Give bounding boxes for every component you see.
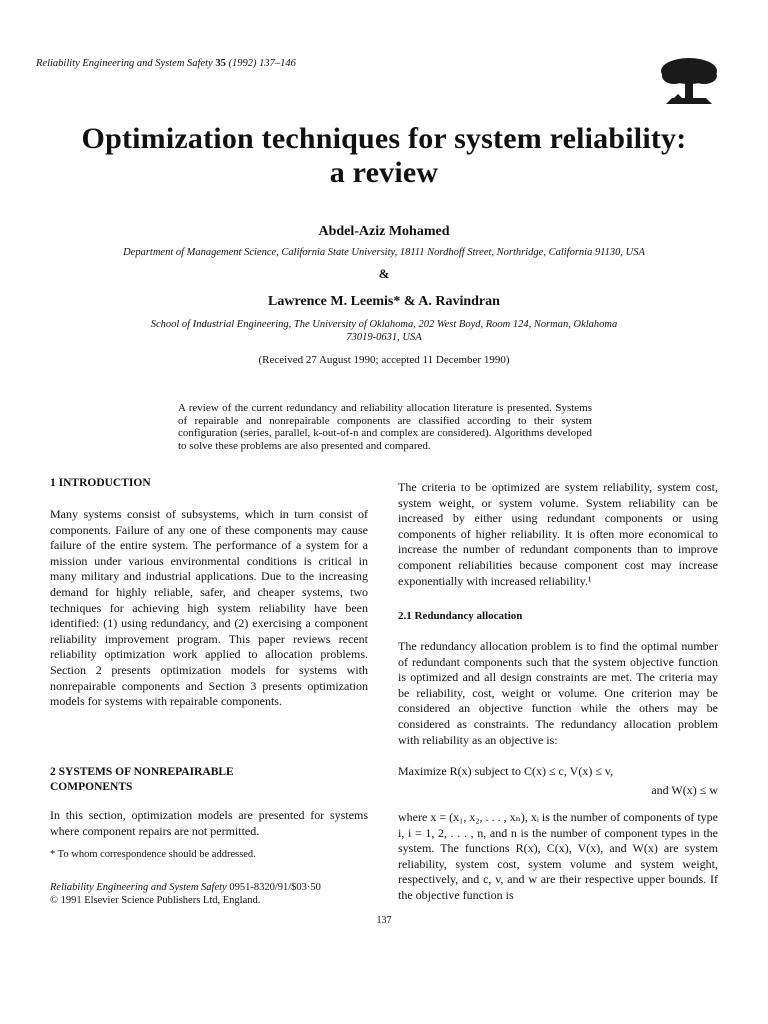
journal-volume: 35 bbox=[215, 58, 226, 69]
footer-copyright: © 1991 Elsevier Science Publishers Ltd, England. bbox=[50, 895, 261, 906]
equation-line-2: and W(x) ≤ w bbox=[651, 783, 718, 797]
page-number: 137 bbox=[376, 915, 392, 926]
author-separator: & bbox=[378, 266, 390, 281]
affiliation-2-line-2: 73019-0631, USA bbox=[346, 332, 422, 343]
equation-line-1: Maximize R(x) subject to C(x) ≤ c, V(x) ≤ v, bbox=[398, 764, 614, 778]
section-2-body: In this section, optimization models are presented for systems where component repairs are not permitted. bbox=[50, 808, 368, 838]
publisher-tree-icon bbox=[656, 54, 722, 106]
section-2-heading-line-1: 2 SYSTEMS OF NONREPAIRABLE bbox=[50, 766, 234, 778]
affiliation-2-line-1: School of Industrial Engineering, The University of Oklahoma, 202 West Boyd, Room 124, Norman, Oklahoma bbox=[150, 319, 618, 330]
abstract: A review of the current redundancy and reliability allocation literature is presented. Systems of repairable and nonrepairable components are classified according to their system configuration (series, parallel, k-out-of-n and complex are considered). Algorithms developed to solve these problems are also presented and compared. bbox=[178, 402, 592, 452]
received-dates: (Received 27 August 1990; accepted 11 December 1990) bbox=[258, 354, 510, 366]
title-line-2: a review bbox=[329, 156, 439, 189]
journal-pages: (1992) 137–146 bbox=[228, 58, 296, 69]
publication-info bbox=[50, 881, 368, 907]
section-1-heading: 1 INTRODUCTION bbox=[50, 477, 151, 489]
journal-name: Reliability Engineering and System Safety bbox=[36, 58, 213, 69]
section-2-heading-line-2: COMPONENTS bbox=[50, 781, 133, 793]
section-2-heading bbox=[50, 765, 368, 795]
title-line-1: Optimization techniques for system reliability: bbox=[81, 122, 687, 155]
intro-paragraph-right: The criteria to be optimized are system reliability, system cost, system weight, or system volume. System reliability can be increased by either using redundant components or using components of higher reliability. It is often more economical to increase the number of redundant components than to improve component reliabilities because component cost may increase exponentially with increased reliability.¹ bbox=[398, 480, 718, 588]
section-2-1-heading: 2.1 Redundancy allocation bbox=[398, 610, 523, 622]
author-2: Lawrence M. Leemis* & A. Ravindran bbox=[268, 294, 500, 309]
redundancy-paragraph: The redundancy allocation problem is to find the optimal number of redundant components such that the system objective function is optimized and all design constraints are met. The criteria may be reliability, cost, weight or volume. One criterion may be considered an objective function while the others may be considered as constraints. The redundancy allocation problem with reliability as an objective is: bbox=[398, 639, 718, 747]
section-1-body: Many systems consist of subsystems, which in turn consist of components. Failure of any one of these components may cause failure of the entire system. The performance of a system for a mission under various environmental conditions is critical in many military and industrial applications. Due to the increasing demand for highly reliable, safer, and cheaper systems, two techniques for achieving high system reliability have been identified: (1) using redundancy, and (2) exercising a component reliability improvement program. This paper reviews recent reliability optimization work applied to allocation problems. Section 2 presents optimization models for systems with nonrepairable components and Section 3 presents optimization models for systems with repairable components. bbox=[50, 507, 368, 709]
author-1: Abdel-Aziz Mohamed bbox=[318, 224, 450, 239]
variables-paragraph: where x = (x₁, x₂, . . . , xₙ), xᵢ is the number of components of type i, i = 1, 2, . . . , n, and n is the number of component types in the system. The functions R(x), C(x), V(x), and W(x) are system reliability, system cost, system volume and system weight, respectively, and c, v, and w are their respective upper bounds. If the objective function is bbox=[398, 810, 718, 902]
footer-journal-name: Reliability Engineering and System Safety bbox=[50, 882, 227, 893]
footnote: * To whom correspondence should be addressed. bbox=[50, 849, 256, 860]
paper-title bbox=[0, 122, 768, 190]
affiliation-1: Department of Management Science, California State University, 18111 Nordhoff Street, Northridge, California 91130, USA bbox=[123, 247, 645, 258]
footer-issn: 0951-8320/91/$03·50 bbox=[226, 882, 321, 893]
journal-citation bbox=[36, 58, 296, 69]
affiliation-2 bbox=[0, 318, 768, 344]
